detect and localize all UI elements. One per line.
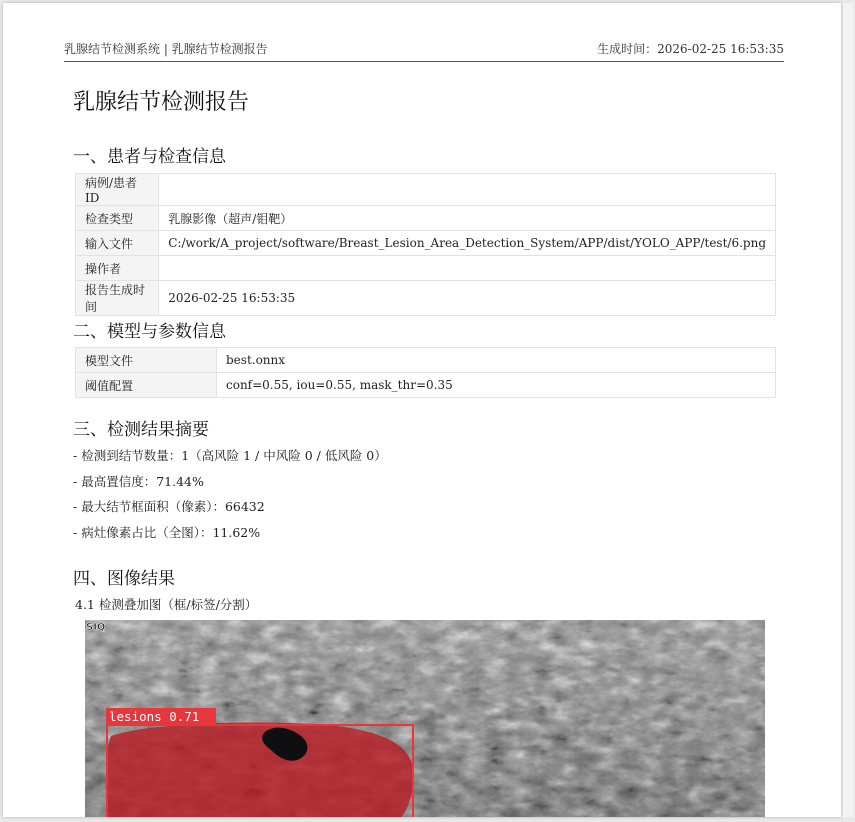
table-row: [76, 231, 776, 256]
table-row: [76, 206, 776, 231]
report-title: 乳腺结节检测报告: [73, 90, 250, 115]
model-file-value: best.onnx: [217, 348, 776, 373]
table-row: [76, 174, 776, 206]
patient-info-table: [75, 173, 776, 316]
operator-label: 操作者: [76, 256, 159, 281]
lesion-segmentation-mask: [106, 723, 413, 818]
section-title-patient: 一、患者与检查信息: [73, 147, 226, 167]
patient-id-label: 病例/患者ID: [76, 174, 159, 206]
table-row: [76, 256, 776, 281]
header-generated-time: 生成时间：2026-02-25 16:53:35: [597, 42, 784, 56]
report-time-value: 2026-02-25 16:53:35: [159, 281, 776, 316]
table-row: [76, 281, 776, 316]
model-info-table: [75, 347, 776, 398]
table-row: [76, 348, 776, 373]
detection-overlay-image: [85, 620, 765, 817]
input-file-value: C:/work/A_project/software/Breast_Lesion_Area_Detection_System/APP/dist/YOLO_APP/test/6.png: [159, 231, 776, 256]
summary-lesion-ratio: - 病灶像素占比（全图）：11.62%: [73, 524, 261, 540]
exam-type-label: 检查类型: [76, 206, 159, 231]
report-time-label: 报告生成时间: [76, 281, 159, 316]
threshold-label: 阈值配置: [76, 373, 217, 398]
operator-value: [159, 256, 776, 281]
patient-id-value: [159, 174, 776, 206]
running-header: [64, 41, 784, 62]
section-title-model: 二、模型与参数信息: [73, 322, 226, 342]
header-system-name: 乳腺结节检测系统 | 乳腺结节检测报告: [64, 42, 268, 56]
exam-type-value: 乳腺影像（超声/钼靶）: [159, 206, 776, 231]
section-title-summary: 三、检测结果摘要: [73, 420, 209, 440]
table-row: [76, 373, 776, 398]
summary-max-box-area: - 最大结节框面积（像素）：66432: [73, 499, 265, 514]
lesion-label: lesions 0.71: [109, 709, 200, 724]
overlay-subtitle: 4.1 检测叠加图（框/标签/分割）: [75, 597, 258, 612]
input-file-label: 输入文件: [76, 231, 159, 256]
viewer-scroll-gutter[interactable]: [843, 3, 853, 817]
summary-nodule-count: - 检测到结节数量：1（高风险 1 / 中风险 0 / 低风险 0）: [73, 448, 387, 463]
summary-list: [73, 443, 387, 545]
model-file-label: 模型文件: [76, 348, 217, 373]
summary-max-confidence: - 最高置信度：71.44%: [73, 473, 204, 489]
threshold-value: conf=0.55, iou=0.55, mask_thr=0.35: [217, 373, 776, 398]
report-page: [3, 3, 841, 817]
corner-watermark: SIQ: [86, 622, 106, 633]
section-title-images: 四、图像结果: [73, 569, 175, 589]
